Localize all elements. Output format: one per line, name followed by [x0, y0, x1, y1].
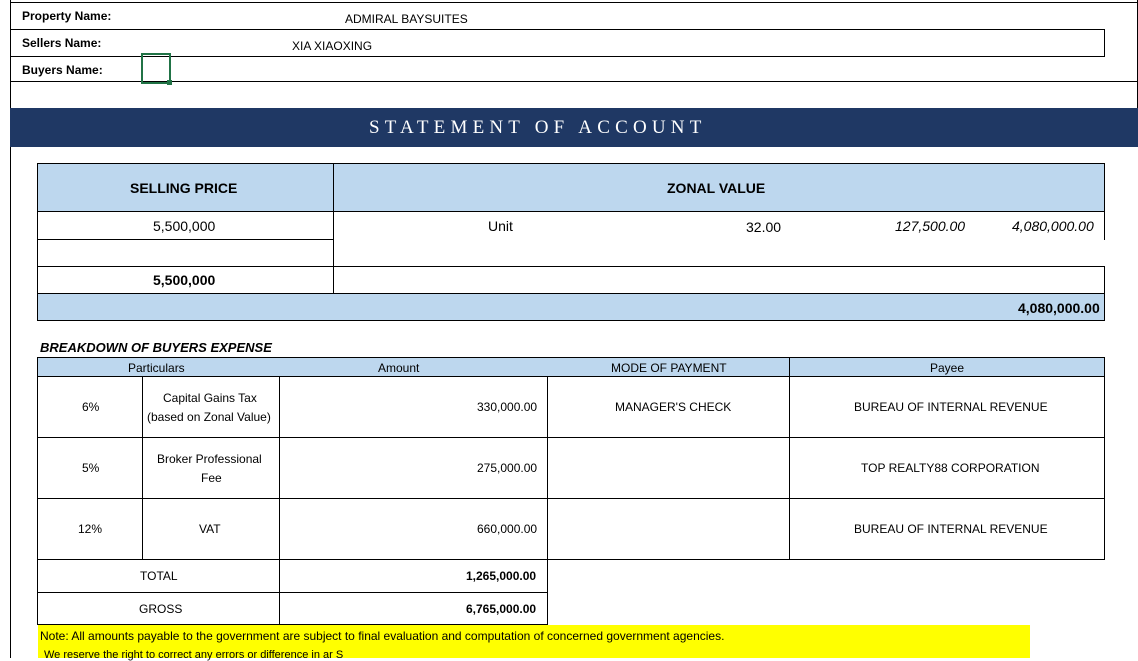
row-payee[interactable]: BUREAU OF INTERNAL REVENUE — [854, 522, 1048, 536]
unit-area-value[interactable]: 32.00 — [746, 219, 782, 235]
note-text-2[interactable]: We reserve the right to correct any errors or difference in ar S — [44, 649, 344, 661]
col-header-amount: Amount — [378, 361, 420, 375]
grid-line — [37, 320, 1105, 321]
grid-line — [37, 266, 1105, 267]
zonal-value-total[interactable]: 4,080,000.00 — [1018, 300, 1100, 316]
gross-label: GROSS — [139, 602, 183, 616]
note-text[interactable]: Note: All amounts payable to the government are subject to final evaluation and computation of concerned government agencies. — [40, 629, 725, 643]
unit-label: Unit — [488, 218, 513, 234]
grid-line — [37, 437, 1105, 438]
selling-price-value[interactable]: 5,500,000 — [153, 218, 216, 234]
summary-total-fill — [37, 293, 1105, 320]
grid-line — [1104, 163, 1105, 240]
grid-line — [37, 357, 38, 625]
grid-line — [789, 357, 790, 560]
header-block — [10, 0, 1138, 108]
col-header-particulars: Particulars — [128, 361, 185, 375]
grid-line — [1104, 266, 1105, 321]
header-divider — [10, 2, 1138, 3]
selling-price-header: SELLING PRICE — [130, 180, 238, 196]
row-particular[interactable]: VAT — [199, 522, 221, 536]
total-label: TOTAL — [140, 569, 178, 583]
header-divider — [10, 81, 1138, 82]
grid-line — [37, 559, 1105, 560]
statement-title: STATEMENT OF ACCOUNT — [369, 117, 707, 138]
header-divider — [1104, 29, 1105, 56]
grid-line — [333, 163, 334, 294]
zonal-value-header: ZONAL VALUE — [667, 180, 766, 196]
row-amount[interactable]: 660,000.00 — [477, 522, 538, 536]
property-name-label: Property Name: — [22, 9, 112, 23]
row-payee[interactable]: TOP REALTY88 CORPORATION — [861, 461, 1040, 475]
sellers-name-value[interactable]: XIA XIAOXING — [292, 39, 373, 53]
grid-line — [37, 357, 1105, 358]
row-particular-sub[interactable]: (based on Zonal Value) — [147, 410, 271, 424]
row-payee[interactable]: BUREAU OF INTERNAL REVENUE — [854, 400, 1048, 414]
grid-line — [37, 293, 1105, 294]
total-amount[interactable]: 1,265,000.00 — [466, 569, 537, 583]
sellers-name-label: Sellers Name: — [22, 36, 102, 50]
zonal-rate-value[interactable]: 127,500.00 — [895, 218, 966, 234]
gross-amount[interactable]: 6,765,000.00 — [466, 602, 537, 616]
row-rate[interactable]: 6% — [82, 400, 100, 414]
zonal-amount-value[interactable]: 4,080,000.00 — [1012, 218, 1094, 234]
row-mode[interactable]: MANAGER'S CHECK — [615, 400, 732, 414]
header-divider — [10, 29, 1105, 30]
row-amount[interactable]: 275,000.00 — [477, 461, 538, 475]
grid-line — [37, 239, 334, 240]
row-rate[interactable]: 5% — [82, 461, 100, 475]
row-particular[interactable]: Broker Professional — [157, 452, 262, 466]
col-header-mode: MODE OF PAYMENT — [611, 361, 727, 375]
row-particular[interactable]: Capital Gains Tax — [163, 391, 257, 405]
grid-line — [1104, 357, 1105, 560]
row-rate[interactable]: 12% — [78, 522, 103, 536]
grid-line — [279, 376, 280, 625]
buyers-name-label: Buyers Name: — [22, 63, 103, 77]
grid-line — [37, 211, 1105, 212]
selling-price-total[interactable]: 5,500,000 — [153, 272, 216, 288]
grid-line — [37, 163, 1105, 164]
row-particular-sub[interactable]: Fee — [201, 471, 222, 485]
header-divider — [10, 56, 1105, 57]
col-header-payee: Payee — [930, 361, 965, 375]
fill-handle[interactable] — [167, 80, 172, 85]
grid-line — [37, 592, 547, 593]
row-amount[interactable]: 330,000.00 — [477, 400, 538, 414]
grid-line — [37, 376, 1105, 377]
grid-line — [37, 498, 1105, 499]
grid-line — [37, 163, 38, 321]
breakdown-title: BREAKDOWN OF BUYERS EXPENSE — [40, 340, 272, 355]
grid-line — [547, 376, 548, 625]
property-name-value[interactable]: ADMIRAL BAYSUITES — [345, 12, 468, 26]
grid-line — [142, 376, 143, 560]
left-border — [10, 147, 11, 658]
